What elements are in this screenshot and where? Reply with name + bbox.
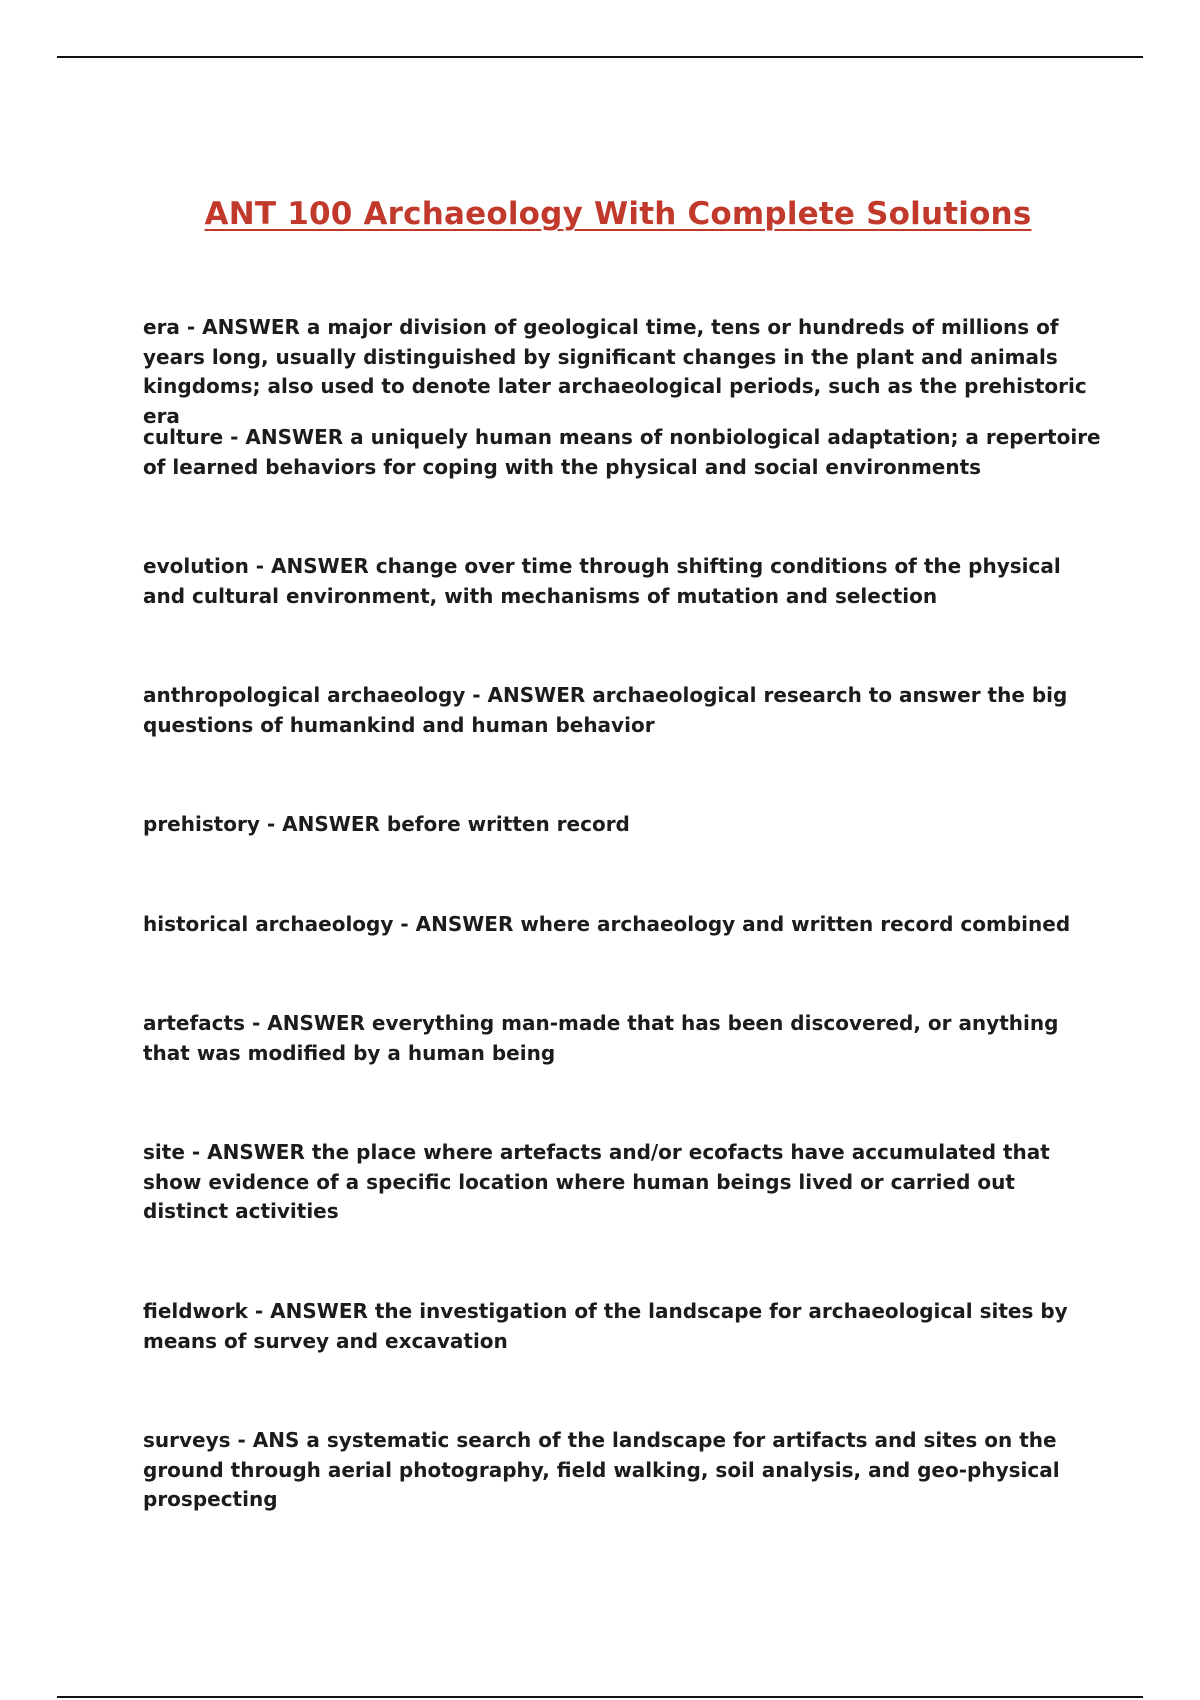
entry-artefacts: artefacts - ANSWER everything man-made that has been discovered, or anything that was modified by a human being: [143, 1011, 1059, 1065]
bottom-divider: [57, 1696, 1143, 1698]
entry-evolution: evolution - ANSWER change over time through shifting conditions of the physical and cultural environment, with mechanisms of mutation and selection: [143, 554, 1061, 608]
entry-anthropological-archaeology: anthropological archaeology - ANSWER archaeological research to answer the big questions of humankind and human behavior: [143, 683, 1068, 737]
entry-prehistory: prehistory - ANSWER before written record: [143, 812, 630, 836]
entry-era: era - ANSWER a major division of geological time, tens or hundreds of millions of years long, usually distinguished by significant changes in the plant and animals kingdoms; also used to denote later archaeological periods, such as the prehistoric era: [143, 315, 1087, 428]
entry-fieldwork: fieldwork - ANSWER the investigation of the landscape for archaeological sites by means of survey and excavation: [143, 1299, 1068, 1353]
entry-culture: culture - ANSWER a uniquely human means of nonbiological adaptation; a repertoire of learned behaviors for coping with the physical and social environments: [143, 425, 1101, 479]
entry-surveys: surveys - ANS a systematic search of the landscape for artifacts and sites on the ground through aerial photography, field walking, soil analysis, and geo-physical prospecting: [143, 1428, 1060, 1511]
entry-site: site - ANSWER the place where artefacts and/or ecofacts have accumulated that show evidence of a specific location where human beings lived or carried out distinct activities: [143, 1140, 1050, 1223]
page-title: ANT 100 Archaeology With Complete Solutions: [204, 196, 1032, 232]
top-divider: [57, 56, 1143, 58]
entry-historical-archaeology: historical archaeology - ANSWER where archaeology and written record combined: [143, 912, 1071, 936]
